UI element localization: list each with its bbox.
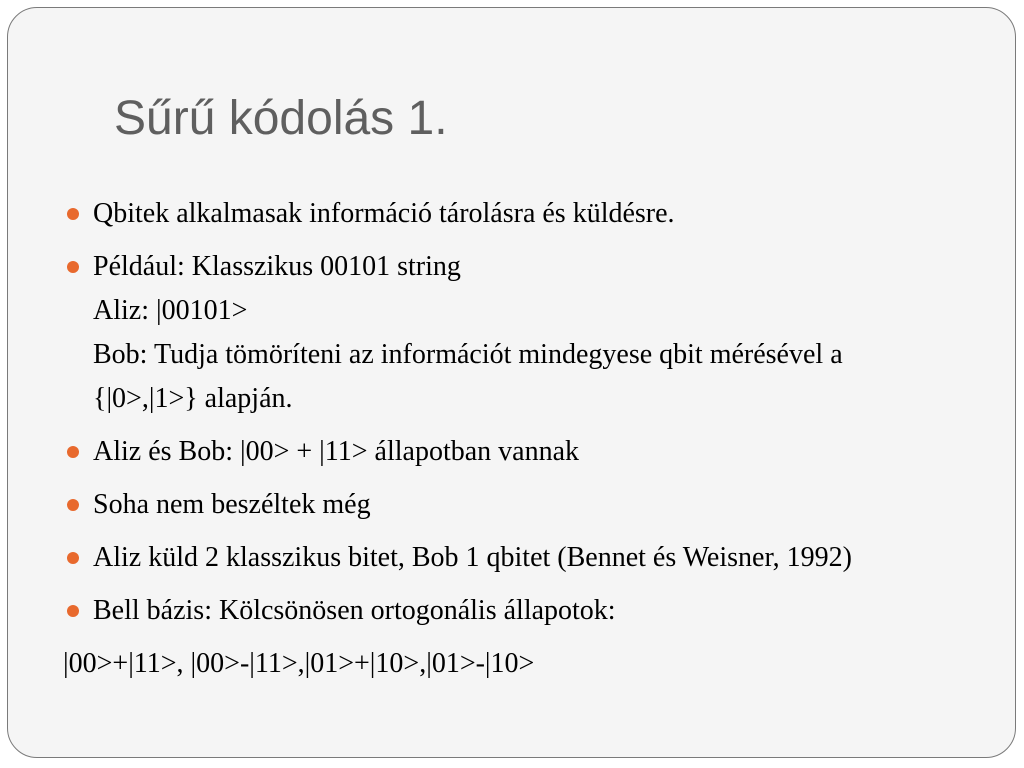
bullet-text: Aliz és Bob: |00> + |11> állapotban vannak xyxy=(93,436,580,467)
bullet-dot-icon xyxy=(67,605,79,617)
bullet-item xyxy=(63,483,1003,527)
bullet-text: Qbitek alkalmasak információ tárolásra és küldésre. xyxy=(93,198,675,229)
bullet-dot-icon xyxy=(67,261,79,273)
bullet-text: Például: Klasszikus 00101 string xyxy=(93,251,461,282)
bullet-dot-icon xyxy=(67,446,79,458)
bullet-item xyxy=(63,430,1003,474)
bullet-dot-icon xyxy=(67,499,79,511)
bullet-item xyxy=(63,192,1003,236)
bullet-text: Bob: Tudja tömöríteni az információt mindegyese qbit mérésével a xyxy=(93,339,843,370)
bullet-text: Soha nem beszéltek még xyxy=(93,489,371,520)
bullet-text: Aliz: |00101> xyxy=(93,295,248,326)
bullet-item xyxy=(63,245,1003,421)
bullet-text: Aliz küld 2 klasszikus bitet, Bob 1 qbitet (Bennet és Weisner, 1992) xyxy=(93,542,852,573)
bullet-text: Bell bázis: Kölcsönösen ortogonális állapotok: xyxy=(93,595,616,626)
bullet-dot-icon xyxy=(67,552,79,564)
bullet-item xyxy=(63,536,1003,580)
bullet-dot-icon xyxy=(67,208,79,220)
slide-body xyxy=(63,192,1003,686)
slide xyxy=(7,7,1016,758)
slide-title: Sűrű kódolás 1. xyxy=(114,92,448,145)
bullet-list xyxy=(63,192,1003,633)
bell-basis-states: |00>+|11>, |00>-|11>,|01>+|10>,|01>-|10> xyxy=(63,648,535,679)
bullet-item xyxy=(63,589,1003,633)
bullet-text: {|0>,|1>} alapján. xyxy=(93,383,293,414)
